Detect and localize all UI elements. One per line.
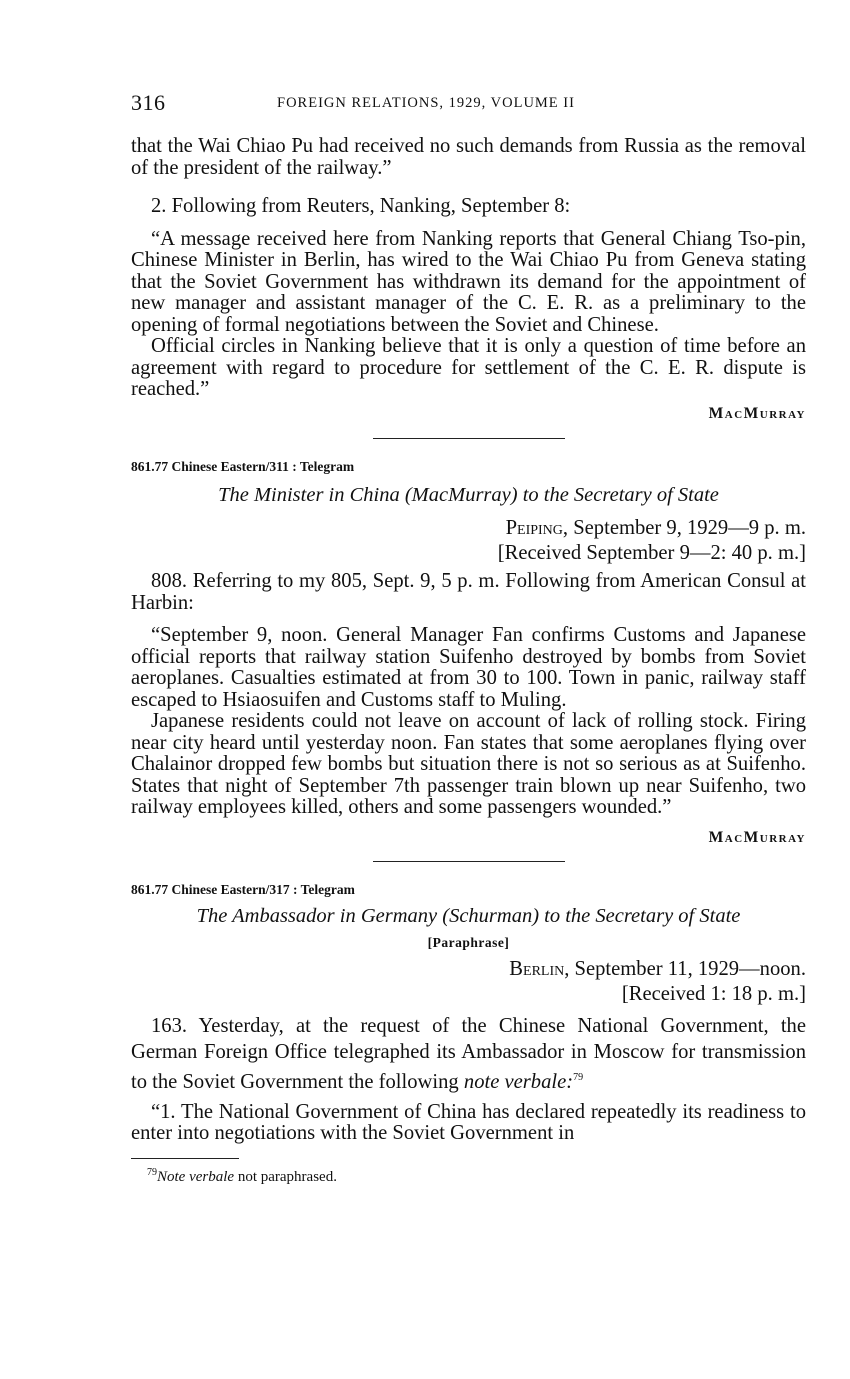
footnote-mark: 79 [147,1167,157,1179]
footnote-text: not paraphrased. [234,1169,337,1186]
quote-paragraph: Japanese residents could not leave on account of lack of rolling stock. Firing near city heard until yesterday noon. Fan states that some aeroplanes flying over Chalainor dropped few bombs but situation there is not so serious as at Suifenho. States that night of September 7th passenger train blown up near Suifenho, two railway employees killed, others and some passengers wounded.” [131,710,806,818]
dateline [131,957,806,982]
continued-paragraph: that the Wai Chiao Pu had received no such demands from Russia as the removal of the president of the railway.” [131,135,806,179]
footnote-italic: Note verbale [157,1169,235,1186]
footnote-rule [131,1158,239,1159]
signature: MacMurray [708,404,806,422]
paraphrase-label: [Paraphrase] [427,935,510,950]
footnote [131,1167,806,1186]
section-divider [373,861,565,863]
running-head: FOREIGN RELATIONS, 1929, VOLUME II [277,95,575,111]
dateline-place: Berlin [509,958,565,980]
paragraph-reuters: 2. Following from Reuters, Nanking, September 8: [151,195,571,217]
quote-paragraph: “A message received here from Nanking reports that General Chiang Tso-pin, Chinese Minister in Berlin, has wired to the Wai Chiao Pu from Geneva stating that the Soviet Government has withdrawn its demand for the appointment of new manager and assistant manager of the C. E. R. as a preliminary to the opening of formal negotiations between the Soviet and Chinese. [131,227,806,336]
document-title: The Minister in China (MacMurray) to the Secretary of State [218,484,719,506]
received-line: [Received 1: 18 p. m.] [621,983,806,1005]
telegram-paragraph: 808. Referring to my 805, Sept. 9, 5 p. m. Following from American Consul at Harbin: [131,570,806,614]
section-divider [373,438,565,440]
page [131,86,806,1186]
dateline-date: , September 11, 1929—noon. [564,958,806,980]
file-reference: 861.77 Chinese Eastern/317 : Telegram [131,882,355,897]
quote-paragraph: Official circles in Nanking believe that it is only a question of time before an agreement with regard to procedure for settlement of the C. E. R. dispute is reached.” [131,335,806,400]
quote-paragraph: “1. The National Government of China has declared repeatedly its readiness to enter into negotiations with the Soviet Government in [131,1100,806,1145]
dateline [131,516,806,541]
running-header [131,86,806,120]
telegram-paragraph [131,1013,806,1095]
signature: MacMurray [708,828,806,846]
quote-paragraph: “September 9, noon. General Manager Fan confirms Customs and Japanese official reports that railway station Suifenho destroyed by bombs from Soviet aeroplanes. Casualties estimated at from 30 to 100. Town in panic, railway staff escaped to Hsiaosuifen and Customs staff to Muling. [131,624,806,711]
received-line: [Received September 9—2: 40 p. m.] [497,542,806,564]
note-verbale-italic: note verbale: [463,1070,574,1093]
dateline-place: Peiping [505,517,563,539]
file-reference: 861.77 Chinese Eastern/311 : Telegram [131,459,355,474]
dateline-date: , September 9, 1929—9 p. m. [562,517,806,539]
footnote-reference: 79 [573,1072,584,1083]
page-number: 316 [131,90,166,115]
telegram-text: 163. Yesterday, at the request of the Chinese National Government, the German Foreign Office telegraphed its Ambassador in Moscow for transmission to the Soviet Government the following [131,1015,806,1093]
document-title: The Ambassador in Germany (Schurman) to the Secretary of State [196,905,741,927]
